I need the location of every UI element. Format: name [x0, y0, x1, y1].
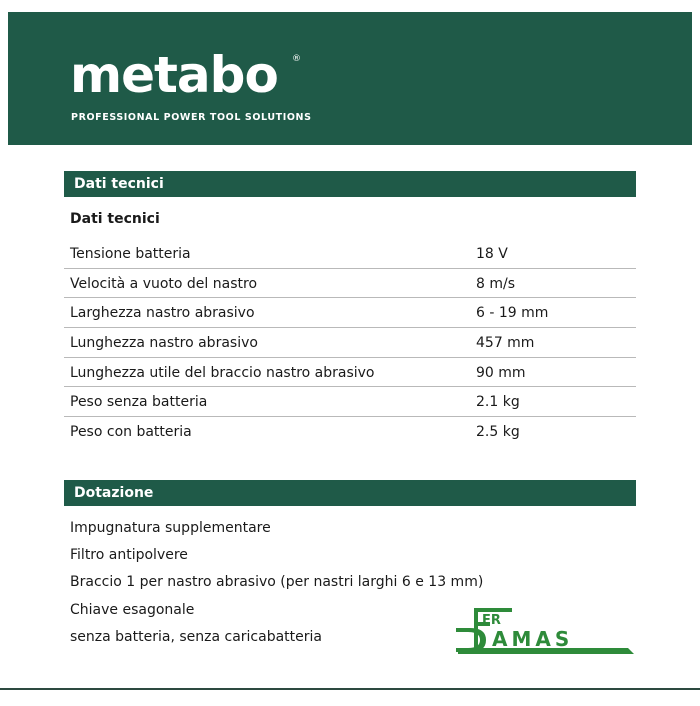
spec-value: 2.5 kg — [476, 424, 520, 441]
kit-section-header: Dotazione — [64, 480, 636, 506]
list-item: Impugnatura supplementare — [70, 520, 271, 536]
spec-label: Peso senza batteria — [70, 394, 208, 411]
list-item: Chiave esagonale — [70, 601, 195, 618]
spec-label: Peso con batteria — [70, 424, 192, 441]
spec-value: 18 V — [476, 246, 508, 262]
table-row — [64, 328, 636, 358]
kit-list — [70, 515, 483, 651]
spec-label: Tensione batteria — [70, 246, 191, 262]
fer-damas-logo — [452, 604, 638, 658]
table-row — [64, 269, 636, 299]
table-row — [64, 387, 636, 417]
spec-value: 8 m/s — [476, 275, 516, 292]
metabo-logo: metabo — [70, 46, 278, 104]
table-row — [64, 239, 636, 269]
brand-tagline: PROFESSIONAL POWER TOOL SOLUTIONS — [71, 112, 312, 123]
list-item: senza batteria, senza caricabatteria — [70, 628, 322, 645]
spec-value: 457 mm — [476, 335, 535, 352]
spec-label: Lunghezza nastro abrasivo — [70, 335, 258, 352]
spec-label: Larghezza nastro abrasivo — [70, 305, 255, 322]
specs-section-header: Dati tecnici — [64, 171, 636, 197]
spec-value: 6 - 19 mm — [476, 305, 549, 322]
header-banner — [8, 12, 692, 145]
list-item: Braccio 1 per nastro abrasivo (per nastri larghi 6 e 13 mm) — [70, 574, 484, 591]
spec-label: Velocità a vuoto del nastro — [70, 275, 258, 292]
table-row — [64, 298, 636, 328]
spec-label: Lunghezza utile del braccio nastro abrasivo — [70, 364, 375, 381]
spec-value: 2.1 kg — [476, 394, 520, 411]
logo-text-top: ER — [482, 613, 501, 628]
specs-subheading: Dati tecnici — [70, 211, 160, 227]
logo-text-main: AMAS — [492, 627, 574, 651]
specs-table — [64, 239, 636, 446]
table-row — [64, 417, 636, 446]
list-item: Filtro antipolvere — [70, 547, 188, 564]
spec-value: 90 mm — [476, 364, 526, 381]
logo-d-shape — [456, 628, 486, 652]
registered-mark: ® — [292, 54, 301, 64]
bottom-divider — [0, 688, 700, 690]
table-row — [64, 358, 636, 388]
